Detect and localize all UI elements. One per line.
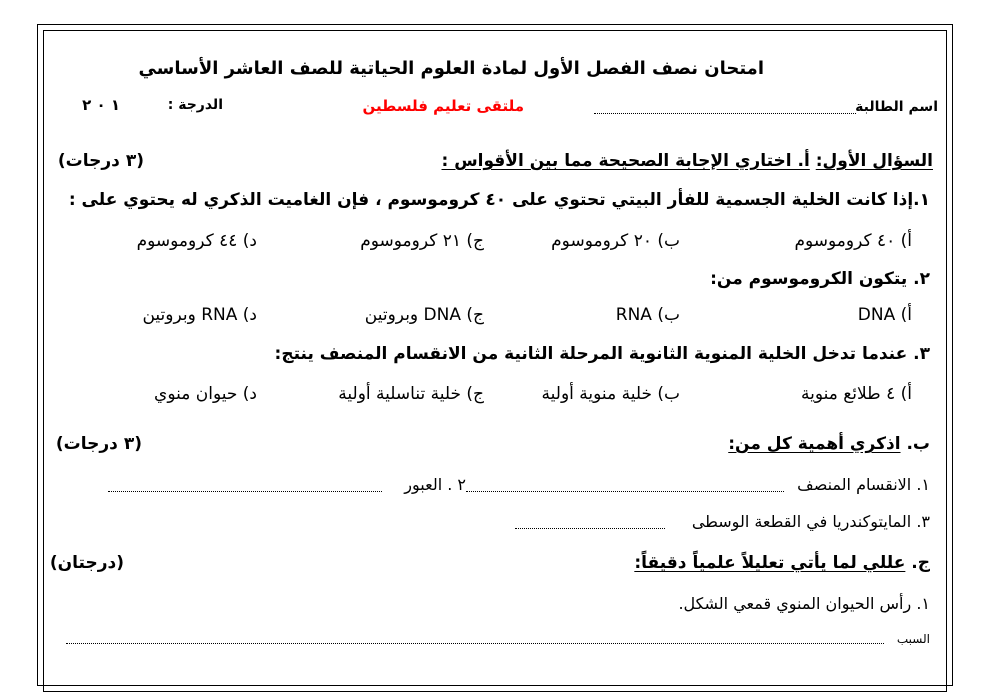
q1-item-2-option-a[interactable]: أ) DNA — [857, 305, 912, 325]
q1-item-2-option-c[interactable]: ج) DNA وبروتين — [364, 305, 484, 325]
q1b-heading-prefix: ب. — [906, 434, 930, 454]
exam-title: امتحان نصف الفصل الأول لمادة العلوم الحياتية للصف العاشر الأساسي — [138, 58, 764, 79]
brand-text: ملتقى تعليم فلسطين — [362, 97, 524, 115]
q1b-heading — [728, 434, 930, 454]
q1-heading — [442, 151, 934, 171]
q1c-item-1: ١. رأس الحيوان المنوي قمعي الشكل. — [678, 594, 930, 613]
q1-item-2-option-d[interactable]: د) RNA وبروتين — [142, 305, 257, 325]
student-name-label: اسم الطالبة — [855, 99, 938, 115]
q1c-reason-label: السبب — [896, 632, 930, 646]
q1c-heading-prefix: ج. — [911, 553, 930, 573]
q1-points: (٣ درجات) — [57, 151, 144, 171]
q1-item-3-text: ٣. عندما تدخل الخلية المنوية الثانوية المرحلة الثانية من الانقسام المنصف ينتج: — [274, 344, 930, 364]
q1-item-1-text: ١.إذا كانت الخلية الجسمية للفأر البيتي تحتوي على ٤٠ كروموسوم ، فإن الغاميت الذكري له يحتوي على : — [68, 190, 930, 210]
q1b-item-2: ٢ . العبور — [404, 475, 466, 494]
q1b-item-1-answer-line[interactable] — [466, 491, 784, 492]
student-name-line[interactable] — [594, 113, 856, 114]
q1-item-3-option-c[interactable]: ج) خلية تناسلية أولية — [338, 384, 484, 404]
q1-heading-text: أ. اختاري الإجابة الصحيحة مما بين الأقواس : — [441, 151, 810, 171]
q1b-points: (٣ درجات) — [55, 434, 142, 454]
q1-item-3-option-d[interactable]: د) حيوان منوي — [154, 384, 257, 404]
q1c-points: (درجتان) — [49, 553, 124, 573]
q1-item-2-option-b[interactable]: ب) RNA — [615, 305, 680, 325]
q1-item-1-option-a[interactable]: أ) ٤٠ كروموسوم — [794, 231, 912, 251]
q1-item-3-option-a[interactable]: أ) ٤ طلائع منوية — [800, 384, 912, 404]
q1b-heading-text: اذكري أهمية كل من: — [728, 434, 901, 454]
q1c-heading-text: عللي لما يأتي تعليلاً علمياً دقيقاً: — [634, 553, 906, 573]
q1b-item-1: ١. الانقسام المنصف — [797, 475, 930, 494]
q1b-item-3-answer-line[interactable] — [515, 528, 665, 529]
q1-item-2-text: ٢. يتكون الكروموسوم من: — [710, 269, 930, 289]
q1-item-3-option-b[interactable]: ب) خلية منوية أولية — [541, 384, 680, 404]
q1c-reason-answer-line[interactable] — [66, 643, 884, 644]
grade-label: الدرجة : — [167, 97, 223, 113]
q1-item-1-option-d[interactable]: د) ٤٤ كروموسوم — [136, 231, 257, 251]
grade-value: ١ ٠ ٢ — [82, 96, 120, 114]
q1b-item-2-answer-line[interactable] — [108, 491, 382, 492]
q1-item-1-option-c[interactable]: ج) ٢١ كروموسوم — [360, 231, 484, 251]
q1b-item-3: ٣. المايتوكندريا في القطعة الوسطى — [691, 512, 930, 531]
q1c-heading — [634, 553, 930, 573]
q1-item-1-option-b[interactable]: ب) ٢٠ كروموسوم — [551, 231, 680, 251]
q1-heading-prefix: السؤال الأول: — [815, 151, 933, 171]
